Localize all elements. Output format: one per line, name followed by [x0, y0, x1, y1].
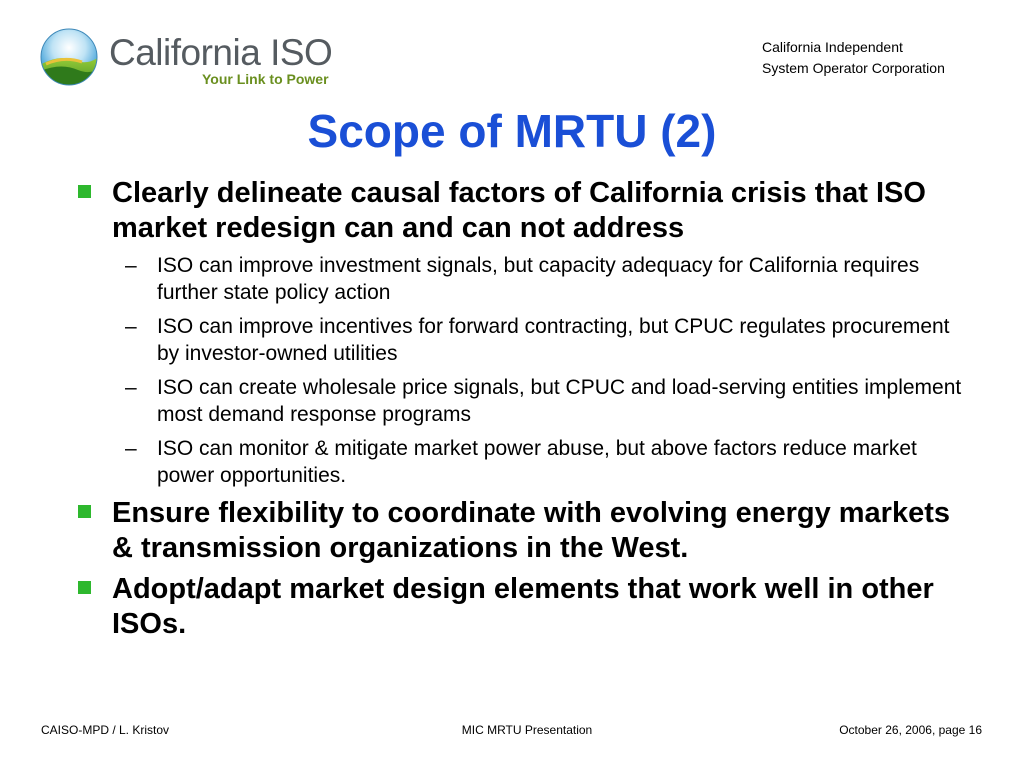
footer-author: CAISO-MPD / L. Kristov [41, 723, 170, 737]
dash-marker: – [125, 254, 137, 277]
dash-marker: – [125, 315, 137, 338]
green-square-bullet-icon [78, 505, 91, 518]
sub-bullet-item [112, 313, 976, 367]
slide-title: Scope of MRTU (2) [307, 105, 717, 157]
sub-bullet-item [112, 374, 976, 428]
green-square-bullet-icon [78, 581, 91, 594]
dash-marker: – [125, 376, 137, 399]
footer-presentation-title: MIC MRTU Presentation [461, 723, 593, 737]
bullet-item [76, 496, 976, 566]
sub-bullet-item [112, 252, 976, 306]
sub-bullet-item [112, 435, 976, 489]
corporation-line-1: California Independent [762, 39, 903, 55]
sub-bullet-list [112, 252, 976, 489]
logo-tagline: Your Link to Power [202, 71, 329, 87]
sub-bullet-text: ISO can improve incentives for forward contracting, but CPUC regulates procurement by investor-owned utilities [157, 315, 950, 365]
corporation-line-2: System Operator Corporation [762, 60, 945, 76]
bullet-list [76, 176, 976, 648]
dash-marker: – [125, 437, 137, 460]
bullet-text: Adopt/adapt market design elements that work well in other ISOs. [112, 573, 934, 640]
footer-date-page: October 26, 2006, page 16 [839, 723, 982, 737]
california-iso-logo [38, 26, 338, 90]
bullet-text: Clearly delineate causal factors of California crisis that ISO market redesign can and can not address [112, 177, 926, 244]
bullet-item [76, 176, 976, 246]
corporation-name [762, 37, 982, 79]
sub-bullet-text: ISO can create wholesale price signals, but CPUC and load-serving entities implement most demand response programs [157, 376, 962, 426]
green-square-bullet-icon [78, 185, 91, 198]
sun-over-green-hills-icon [38, 26, 100, 88]
logo-wordmark: California ISO [109, 32, 333, 73]
bullet-item [76, 572, 976, 642]
sub-bullet-text: ISO can improve investment signals, but capacity adequacy for California requires further state policy action [157, 254, 920, 304]
sub-bullet-text: ISO can monitor & mitigate market power abuse, but above factors reduce market power opportunities. [157, 437, 917, 487]
bullet-text: Ensure flexibility to coordinate with evolving energy markets & transmission organizations in the West. [112, 497, 950, 564]
